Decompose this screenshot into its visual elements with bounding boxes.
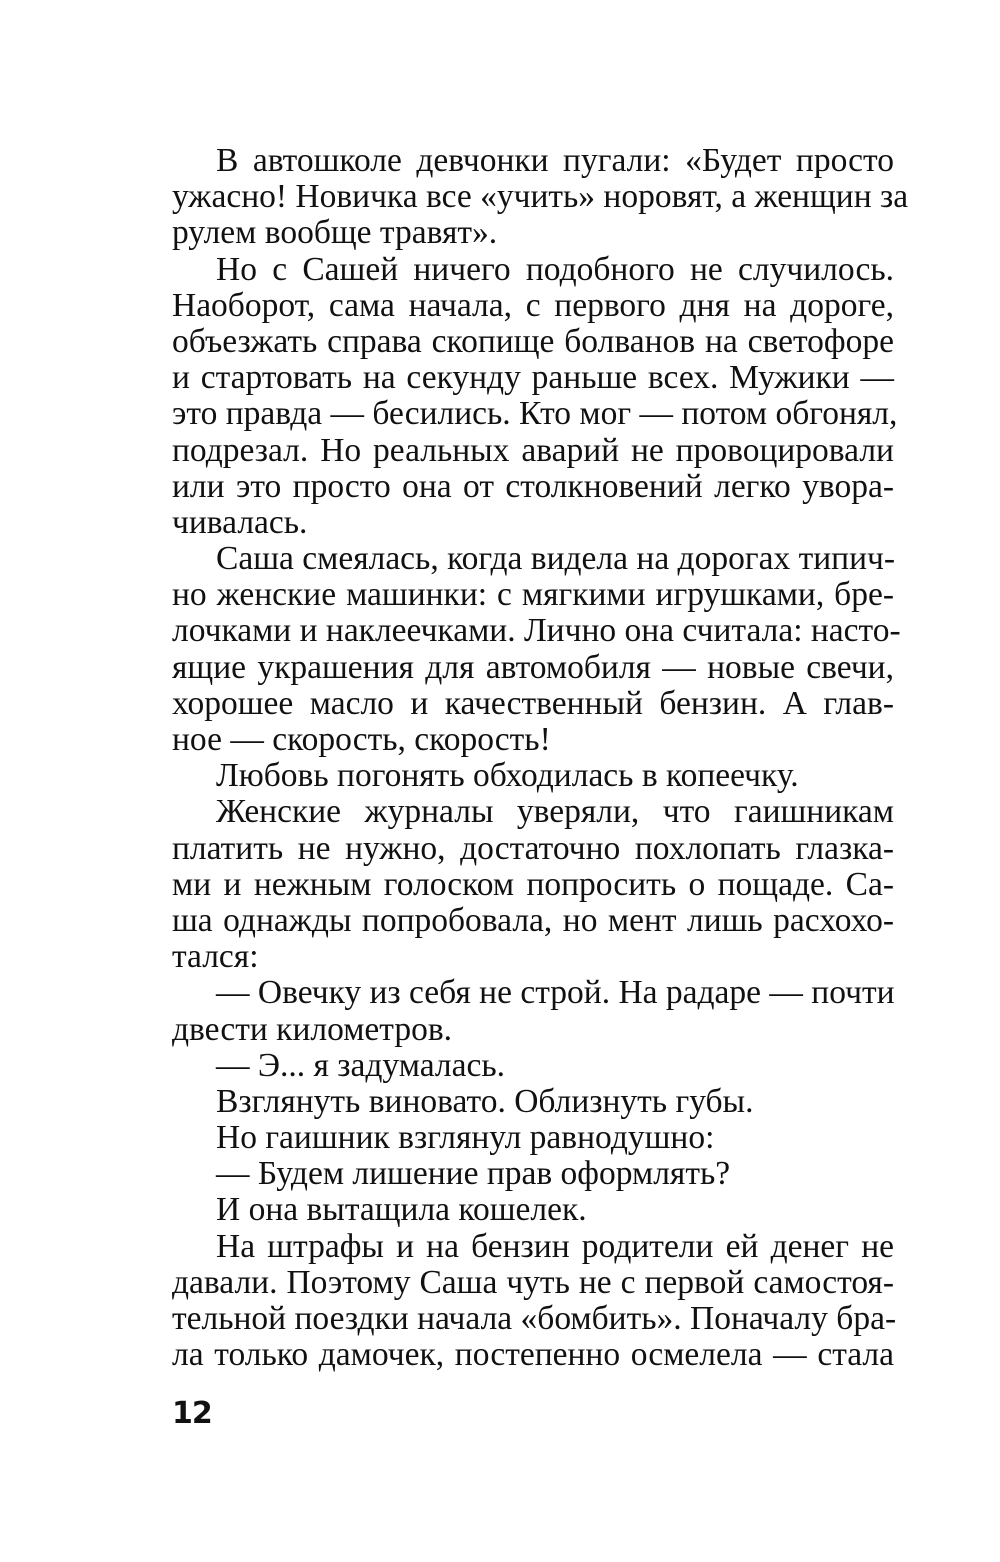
text-line: И она вытащила кошелек.: [216, 1191, 587, 1229]
text-line: ла только дамочек, постепенно осмелела — стала: [172, 1336, 894, 1374]
text-line: чивалась.: [172, 503, 308, 541]
text-line: и стартовать на секунду раньше всех. Мужики —: [172, 359, 894, 397]
text-line: тался:: [172, 938, 259, 976]
text-line: рулем вообще травят».: [172, 214, 498, 252]
page-number: 12: [172, 1396, 212, 1431]
text-line: Женские журналы уверяли, что гаишникам: [216, 793, 894, 831]
text-line: — Овечку из себя не строй. На радаре — почти: [216, 974, 895, 1012]
text-line: объезжать справа скопище болванов на светофоре: [172, 322, 894, 360]
text-line: Но с Сашей ничего подобного не случилось.: [216, 250, 894, 288]
text-line: — Будем лишение прав оформлять?: [216, 1155, 731, 1193]
text-line: Любовь погонять обходилась в копеечку.: [216, 757, 799, 795]
text-line: На штрафы и на бензин родители ей денег не: [216, 1227, 894, 1265]
text-line: давали. Поэтому Саша чуть не с первой самостоя-: [172, 1263, 894, 1301]
text-line: лочками и наклеечками. Лично она считала: насто-: [172, 612, 901, 650]
text-line: Взглянуть виновато. Облизнуть губы.: [216, 1082, 754, 1120]
text-line: или это просто она от столкновений легко увора-: [172, 467, 894, 505]
text-line: В автошколе девчонки пугали: «Будет просто: [216, 142, 894, 179]
text-line: Наоборот, сама начала, с первого дня на дороге,: [172, 286, 894, 324]
text-line: — Э... я задумалась.: [216, 1046, 505, 1084]
text-line: Саша смеялась, когда видела на дорогах типич-: [216, 540, 896, 578]
body-text: [172, 142, 909, 1374]
text-line: подрезал. Но реальных аварий не провоцировали: [172, 431, 894, 469]
text-line: ное — скорость, скорость!: [172, 721, 551, 758]
text-line: ужасно! Новичка все «учить» норовят, а женщин за: [172, 178, 909, 216]
text-line: ящие украшения для автомобиля — новые свечи,: [172, 648, 894, 686]
text-line: это правда — бесились. Кто мог — потом обгонял,: [172, 395, 898, 433]
text-line: платить не нужно, достаточно похлопать глазка-: [172, 829, 894, 867]
text-line: двести километров.: [172, 1010, 453, 1048]
text-line: тельной поездки начала «бомбить». Поначалу бра-: [172, 1300, 897, 1337]
text-line: но женские машинки: с мягкими игрушками, бре-: [172, 576, 894, 614]
text-line: ша однажды попробовала, но мент лишь расхохо-: [172, 901, 894, 939]
text-line: ми и нежным голоском попросить о пощаде. Са-: [172, 865, 894, 903]
text-line: Но гаишник взглянул равнодушно:: [216, 1119, 715, 1157]
text-line: хорошее масло и качественный бензин. А глав-: [172, 684, 894, 722]
